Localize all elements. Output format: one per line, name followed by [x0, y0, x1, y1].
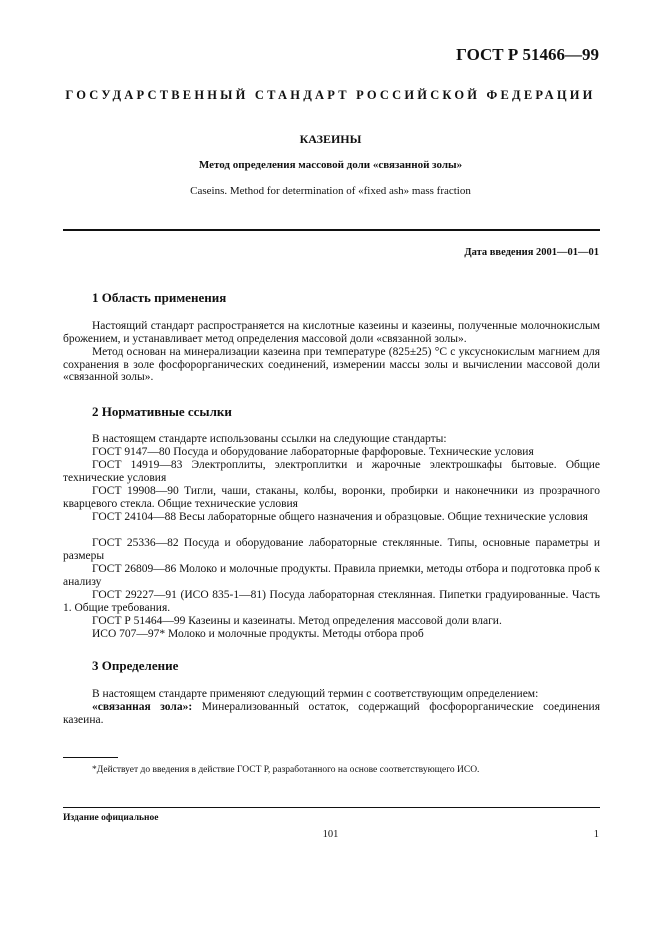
term-name: «связанная зола»: — [92, 701, 193, 713]
reference-item: ГОСТ 14919—83 Электроплиты, электроплитки и жарочные электрошкафы бытовые. Общие технические условия — [63, 459, 600, 484]
reference-item: ГОСТ Р 51464—99 Казеины и казеинаты. Метод определения массовой доли влаги. — [92, 615, 502, 627]
term-text: Минерализованный остаток, содержащий фосфорорганические соединения казеина. — [63, 701, 600, 726]
page-number-right: 1 — [593, 829, 599, 840]
standard-title: ГОСУДАРСТВЕННЫЙ СТАНДАРТ РОССИЙСКОЙ ФЕДЕРАЦИИ — [65, 88, 596, 102]
term-definition — [63, 701, 600, 726]
footnote-divider — [63, 757, 118, 758]
title-divider — [63, 229, 600, 231]
introduction-date: Дата введения 2001—01—01 — [464, 247, 599, 258]
reference-item: ИСО 707—97* Молоко и молочные продукты. Методы отбора проб — [92, 628, 424, 640]
reference-item: ГОСТ 26809—86 Молоко и молочные продукты. Правила приемки, методы отбора и подготовка проб к анализу — [63, 563, 600, 588]
document-number: ГОСТ Р 51466—99 — [456, 45, 599, 64]
section-2-heading: 2 Нормативные ссылки — [92, 404, 232, 419]
section-1-heading: 1 Область применения — [92, 290, 227, 305]
section-3-paragraph: В настоящем стандарте применяют следующий термин с соответствующим определением: — [92, 688, 539, 700]
footnote: *Действует до введения в действие ГОСТ Р, разработанного на основе соответствующего ИСО. — [92, 765, 480, 775]
section-1-paragraph-2: Метод основан на минерализации казеина при температуре (825±25) °С с уксуснокислым магнием для сохранения в золе фосфорорганических соединений, измерении массы золы и вычислении массовой доли «связанной золы». — [63, 346, 600, 384]
references-intro: В настоящем стандарте использованы ссылки на следующие стандарты: — [92, 433, 447, 445]
reference-item: ГОСТ 9147—80 Посуда и оборудование лабораторные фарфоровые. Технические условия — [92, 446, 534, 458]
section-1-paragraph-1: Настоящий стандарт распространяется на кислотные казеины и казеины, полученные молочнокислым брожением, и устанавливает метод определения массовой доли «связанной золы». — [63, 320, 600, 345]
section-3-heading: 3 Определение — [92, 658, 179, 673]
reference-item: ГОСТ 24104—88 Весы лабораторные общего назначения и образцовые. Общие технические условия — [92, 511, 588, 523]
reference-item: ГОСТ 19908—90 Тигли, чаши, стаканы, колбы, воронки, пробирки и наконечники из прозрачного кварцевого стекла. Общие технические условия — [63, 485, 600, 510]
document-title: КАЗЕИНЫ — [299, 132, 362, 146]
reference-item: ГОСТ 25336—82 Посуда и оборудование лабораторные стеклянные. Типы, основные параметры и размеры — [63, 537, 600, 562]
document-subtitle: Метод определения массовой доли «связанной золы» — [198, 159, 463, 171]
edition-label: Издание официальное — [63, 813, 159, 823]
reference-item: ГОСТ 29227—91 (ИСО 835-1—81) Посуда лабораторная стеклянная. Пипетки градуированные. Часть 1. Общие требования. — [63, 589, 600, 614]
english-title: Caseins. Method for determination of «fixed ash» mass fraction — [190, 185, 471, 197]
footer-divider — [63, 807, 600, 808]
page-number-center: 101 — [322, 829, 339, 840]
